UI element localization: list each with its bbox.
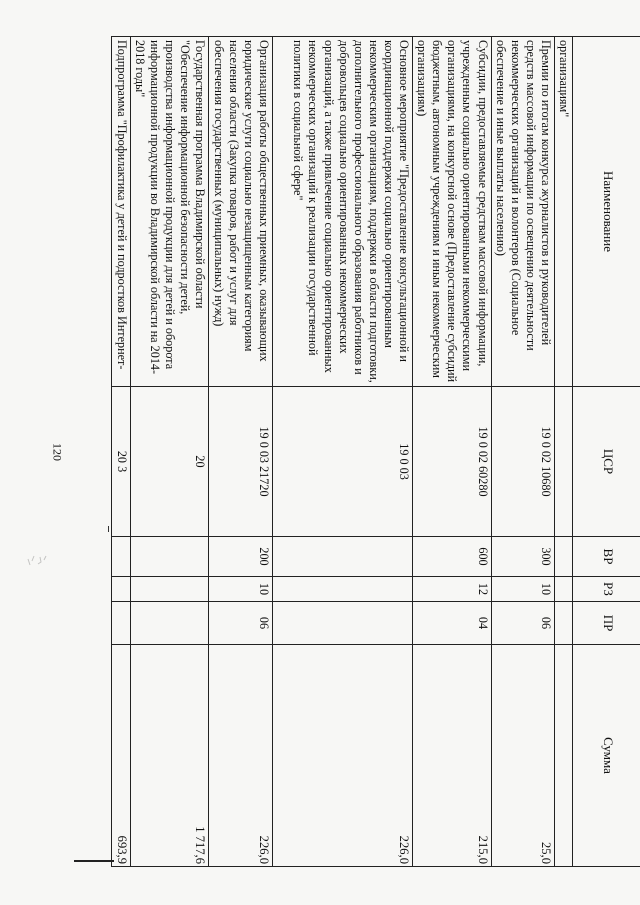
cell-name: Организация работы общественных приемных, оказывающих юридические услуги социально незащищенным категориям населения области (Закупка товаров, работ и услуг для обеспечения государственных (муниципальных) нужд) bbox=[209, 37, 273, 387]
cell-sum: 226,0 bbox=[209, 645, 273, 867]
cell-name: Премии по итогам конкурса журналистов и руководителей средств массовой информации по освещению деятельности некоммерческих организаций и волонтеров (Социальное обеспечение и иные выплаты населению) bbox=[491, 37, 554, 387]
cell-csr: 20 bbox=[130, 387, 208, 537]
table-row bbox=[130, 37, 208, 867]
cell-sum bbox=[554, 645, 572, 867]
cell-name: Субсидии, предоставляемые средствам массовой информации, учрежденным социально ориентированными некоммерческими организациями, на конкурсной основе (Предоставление субсидий бюджетным, автономным учреждениям и иным некоммерческим организациям) bbox=[413, 37, 491, 387]
cell-rz: 10 bbox=[209, 577, 273, 602]
cell-name: организациям" bbox=[554, 37, 572, 387]
header-row bbox=[573, 37, 640, 867]
cell-csr: 20 3 bbox=[112, 387, 130, 537]
cell-vr bbox=[273, 537, 413, 577]
cell-csr: 19 0 03 bbox=[273, 387, 413, 537]
cell-sum: 226,0 bbox=[273, 645, 413, 867]
table-row bbox=[491, 37, 554, 867]
cell-pr: 04 bbox=[413, 602, 491, 645]
cell-sum: 1 717,6 bbox=[130, 645, 208, 867]
table-row bbox=[554, 37, 572, 867]
cell-csr: 19 0 02 60280 bbox=[413, 387, 491, 537]
cell-pr bbox=[554, 602, 572, 645]
header-rz: РЗ bbox=[573, 577, 640, 602]
cell-name: Государственная программа Владимирской области "Обеспечение информационной безопасности детей, производства информационной продукции для детей и оборота информационной продукции во Владимирской области на 2014-2018 годы" bbox=[130, 37, 208, 387]
budget-table bbox=[112, 36, 640, 867]
cell-vr bbox=[554, 537, 572, 577]
cell-vr: 600 bbox=[413, 537, 491, 577]
cell-pr bbox=[112, 602, 130, 645]
cell-pr bbox=[273, 602, 413, 645]
cell-sum: 693,9 bbox=[112, 645, 130, 867]
cell-csr: 19 0 02 10680 bbox=[491, 387, 554, 537]
cell-csr bbox=[554, 387, 572, 537]
table-row bbox=[112, 37, 130, 867]
header-vr: ВР bbox=[573, 537, 640, 577]
cell-rz bbox=[130, 577, 208, 602]
cell-rz bbox=[554, 577, 572, 602]
cell-csr: 19 0 03 21720 bbox=[209, 387, 273, 537]
cell-rz bbox=[273, 577, 413, 602]
table-row bbox=[413, 37, 491, 867]
cell-sum: 25,0 bbox=[491, 645, 554, 867]
cell-pr bbox=[130, 602, 208, 645]
header-name: Наименование bbox=[573, 37, 640, 387]
cell-vr: 300 bbox=[491, 537, 554, 577]
cell-vr: 200 bbox=[209, 537, 273, 577]
cell-vr bbox=[130, 537, 208, 577]
header-pr: ПР bbox=[573, 602, 640, 645]
rotated-page bbox=[94, 36, 640, 866]
cell-rz: 10 bbox=[491, 577, 554, 602]
cell-pr: 06 bbox=[491, 602, 554, 645]
header-sum: Сумма bbox=[573, 645, 640, 867]
cell-rz: 12 bbox=[413, 577, 491, 602]
scan-smudge bbox=[24, 554, 50, 568]
cell-rz bbox=[112, 577, 130, 602]
cell-name: Основное мероприятие "Предоставление консультационной и координационной поддержки социально ориентированным некоммерческим организациям, поддержки в области подготовки, дополнительного профессионального образования работников и добровольцев социально ориентированных некоммерческих организаций, а также привлечение социально ориентированных некоммерческих организаций к реализации государственной политики в социальной сфере" bbox=[273, 37, 413, 387]
cell-name: Подпрограмма "Профилактика у детей и подростков Интернет- bbox=[112, 37, 130, 387]
header-csr: ЦСР bbox=[573, 387, 640, 537]
page-number: 120 bbox=[50, 443, 65, 461]
cell-sum: 215,0 bbox=[413, 645, 491, 867]
cell-pr: 06 bbox=[209, 602, 273, 645]
table-row bbox=[273, 37, 413, 867]
cell-vr bbox=[112, 537, 130, 577]
table-row bbox=[209, 37, 273, 867]
